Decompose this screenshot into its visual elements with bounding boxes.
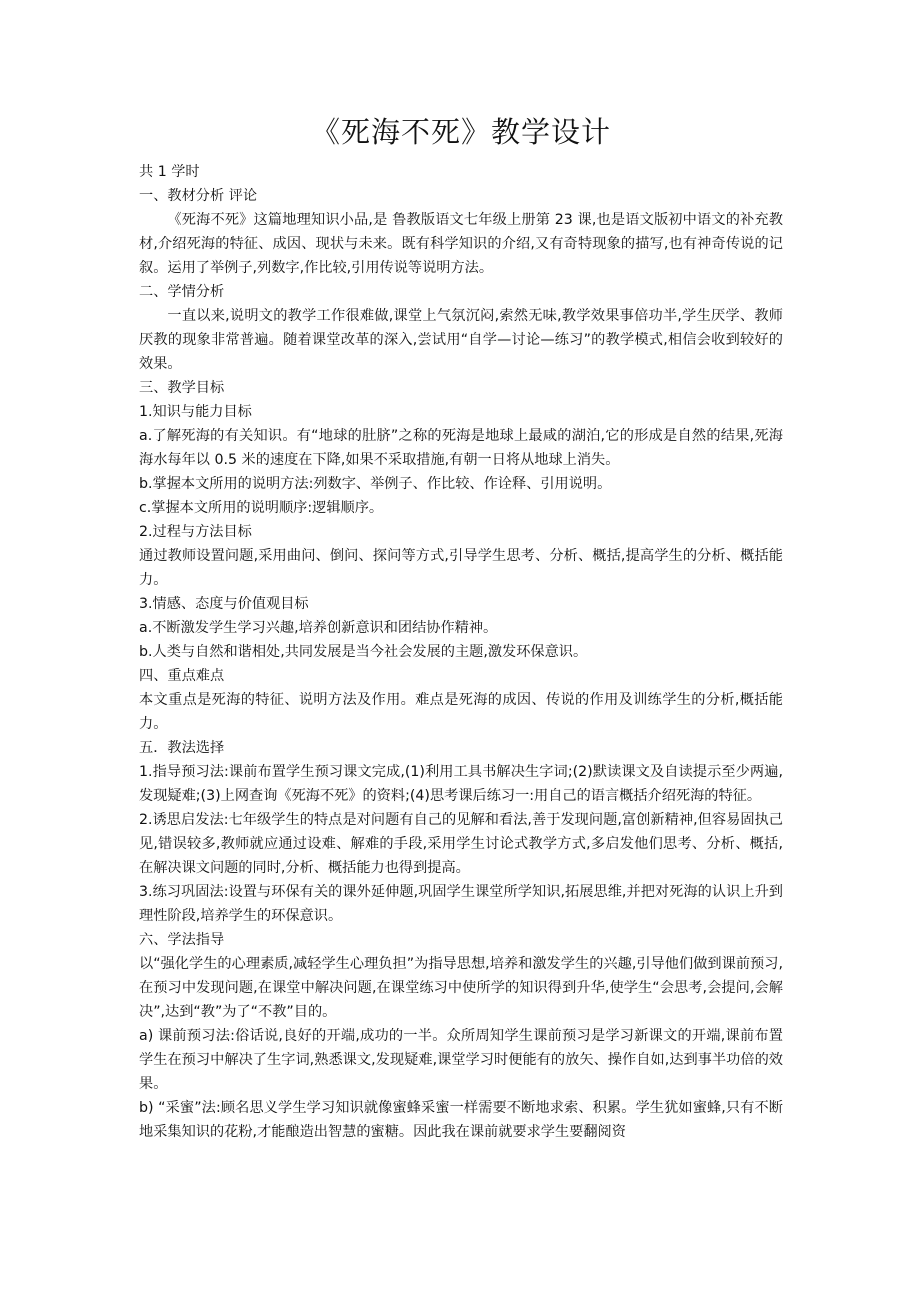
section-heading-goals: 三、教学目标 <box>139 380 225 396</box>
goal-1-item-c: c.掌握本文所用的说明顺序:逻辑顺序。 <box>139 500 384 516</box>
section-heading-key-points: 四、重点难点 <box>139 668 225 684</box>
goal-3-item-a: a.不断激发学生学习兴趣,培养创新意识和团结协作精神。 <box>139 620 498 636</box>
section-heading-learning: 六、学法指导 <box>139 932 225 948</box>
goal-2-title: 2.过程与方法目标 <box>139 524 252 540</box>
section-heading-methods: 五．教法选择 <box>139 740 225 756</box>
document-title: 《死海不死》教学设计 <box>310 115 611 149</box>
learning-intro-text: 以“强化学生的心理素质,减轻学生心理负担”为指导思想,培养和激发学生的兴趣,引导他们做到课前预习,在预习中发现问题,在课堂中解决问题,在课堂练习中使所学的知识得到升华,使学生“会思考,会提问,会解决”,达到“教”为了“不教”目的。 <box>139 956 783 1020</box>
goal-1-item-b: b.掌握本文所用的说明方法:列数字、举例子、作比较、作诠释、引用说明。 <box>139 476 612 492</box>
goal-2-text: 通过教师设置问题,采用曲问、倒问、探问等方式,引导学生思考、分析、概括,提高学生的分析、概括能力。 <box>139 548 783 588</box>
section-heading-material: 一、教材分析 评论 <box>139 188 258 204</box>
method-2-text: 2.诱思启发法:七年级学生的特点是对问题有自己的见解和看法,善于发现问题,富创新精神,但容易固执己见,错误较多,教师就应通过设难、解难的手段,采用学生讨论式教学方式,多启发他们思考、分析、概括,在解决课文问题的同时,分析、概括能力也得到提高。 <box>139 812 783 876</box>
section-heading-students: 二、学情分析 <box>139 284 225 300</box>
method-3-text: 3.练习巩固法:设置与环保有关的课外延伸题,巩固学生课堂所学知识,拓展思维,并把对死海的认识上升到理性阶段,培养学生的环保意识。 <box>139 884 783 924</box>
learning-item-a: a) 课前预习法:俗话说,良好的开端,成功的一半。众所周知学生课前预习是学习新课文的开端,课前布置学生在预习中解决了生字词,熟悉课文,发现疑难,课堂学习时便能有的放矢、操作自如,达到事半功倍的效果。 <box>139 1028 783 1092</box>
goal-1-title: 1.知识与能力目标 <box>139 404 252 420</box>
document-page <box>139 112 783 1144</box>
class-hours: 共 1 学时 <box>139 164 200 180</box>
key-points-text: 本文重点是死海的特征、说明方法及作用。难点是死海的成因、传说的作用及训练学生的分析,概括能力。 <box>139 692 783 732</box>
student-analysis-text: 一直以来,说明文的教学工作很难做,课堂上气氛沉闷,索然无味,教学效果事倍功半,学生厌学、教师厌教的现象非常普遍。随着课堂改革的深入,尝试用“自学—讨论—练习”的教学模式,相信会收到较好的效果。 <box>139 308 783 372</box>
learning-item-b: b) “采蜜”法:顾名思义学生学习知识就像蜜蜂采蜜一样需要不断地求索、积累。学生犹如蜜蜂,只有不断地采集知识的花粉,才能酿造出智慧的蜜糖。因此我在课前就要求学生要翻阅资 <box>139 1100 783 1140</box>
goal-1-item-a: a.了解死海的有关知识。有“地球的肚脐”之称的死海是地球上最咸的湖泊,它的形成是自然的结果,死海海水每年以 0.5 米的速度在下降,如果不采取措施,有朝一日将从地球上消失。 <box>139 428 783 468</box>
goal-3-item-b: b.人类与自然和谐相处,共同发展是当今社会发展的主题,激发环保意识。 <box>139 644 588 660</box>
goal-3-title: 3.情感、态度与价值观目标 <box>139 596 309 612</box>
material-analysis-text: 《死海不死》这篇地理知识小品,是 鲁教版语文七年级上册第 23 课,也是语文版初中语文的补充教材,介绍死海的特征、成因、现状与未来。既有科学知识的介绍,又有奇特现象的描写,也有神奇传说的记叙。运用了举例子,列数字,作比较,引用传说等说明方法。 <box>139 212 783 276</box>
method-1-text: 1.指导预习法:课前布置学生预习课文完成,(1)利用工具书解决生字词;(2)默读课文及自读提示至少两遍,发现疑难;(3)上网查询《死海不死》的资料;(4)思考课后练习一:用自己的语言概括介绍死海的特征。 <box>139 764 783 804</box>
